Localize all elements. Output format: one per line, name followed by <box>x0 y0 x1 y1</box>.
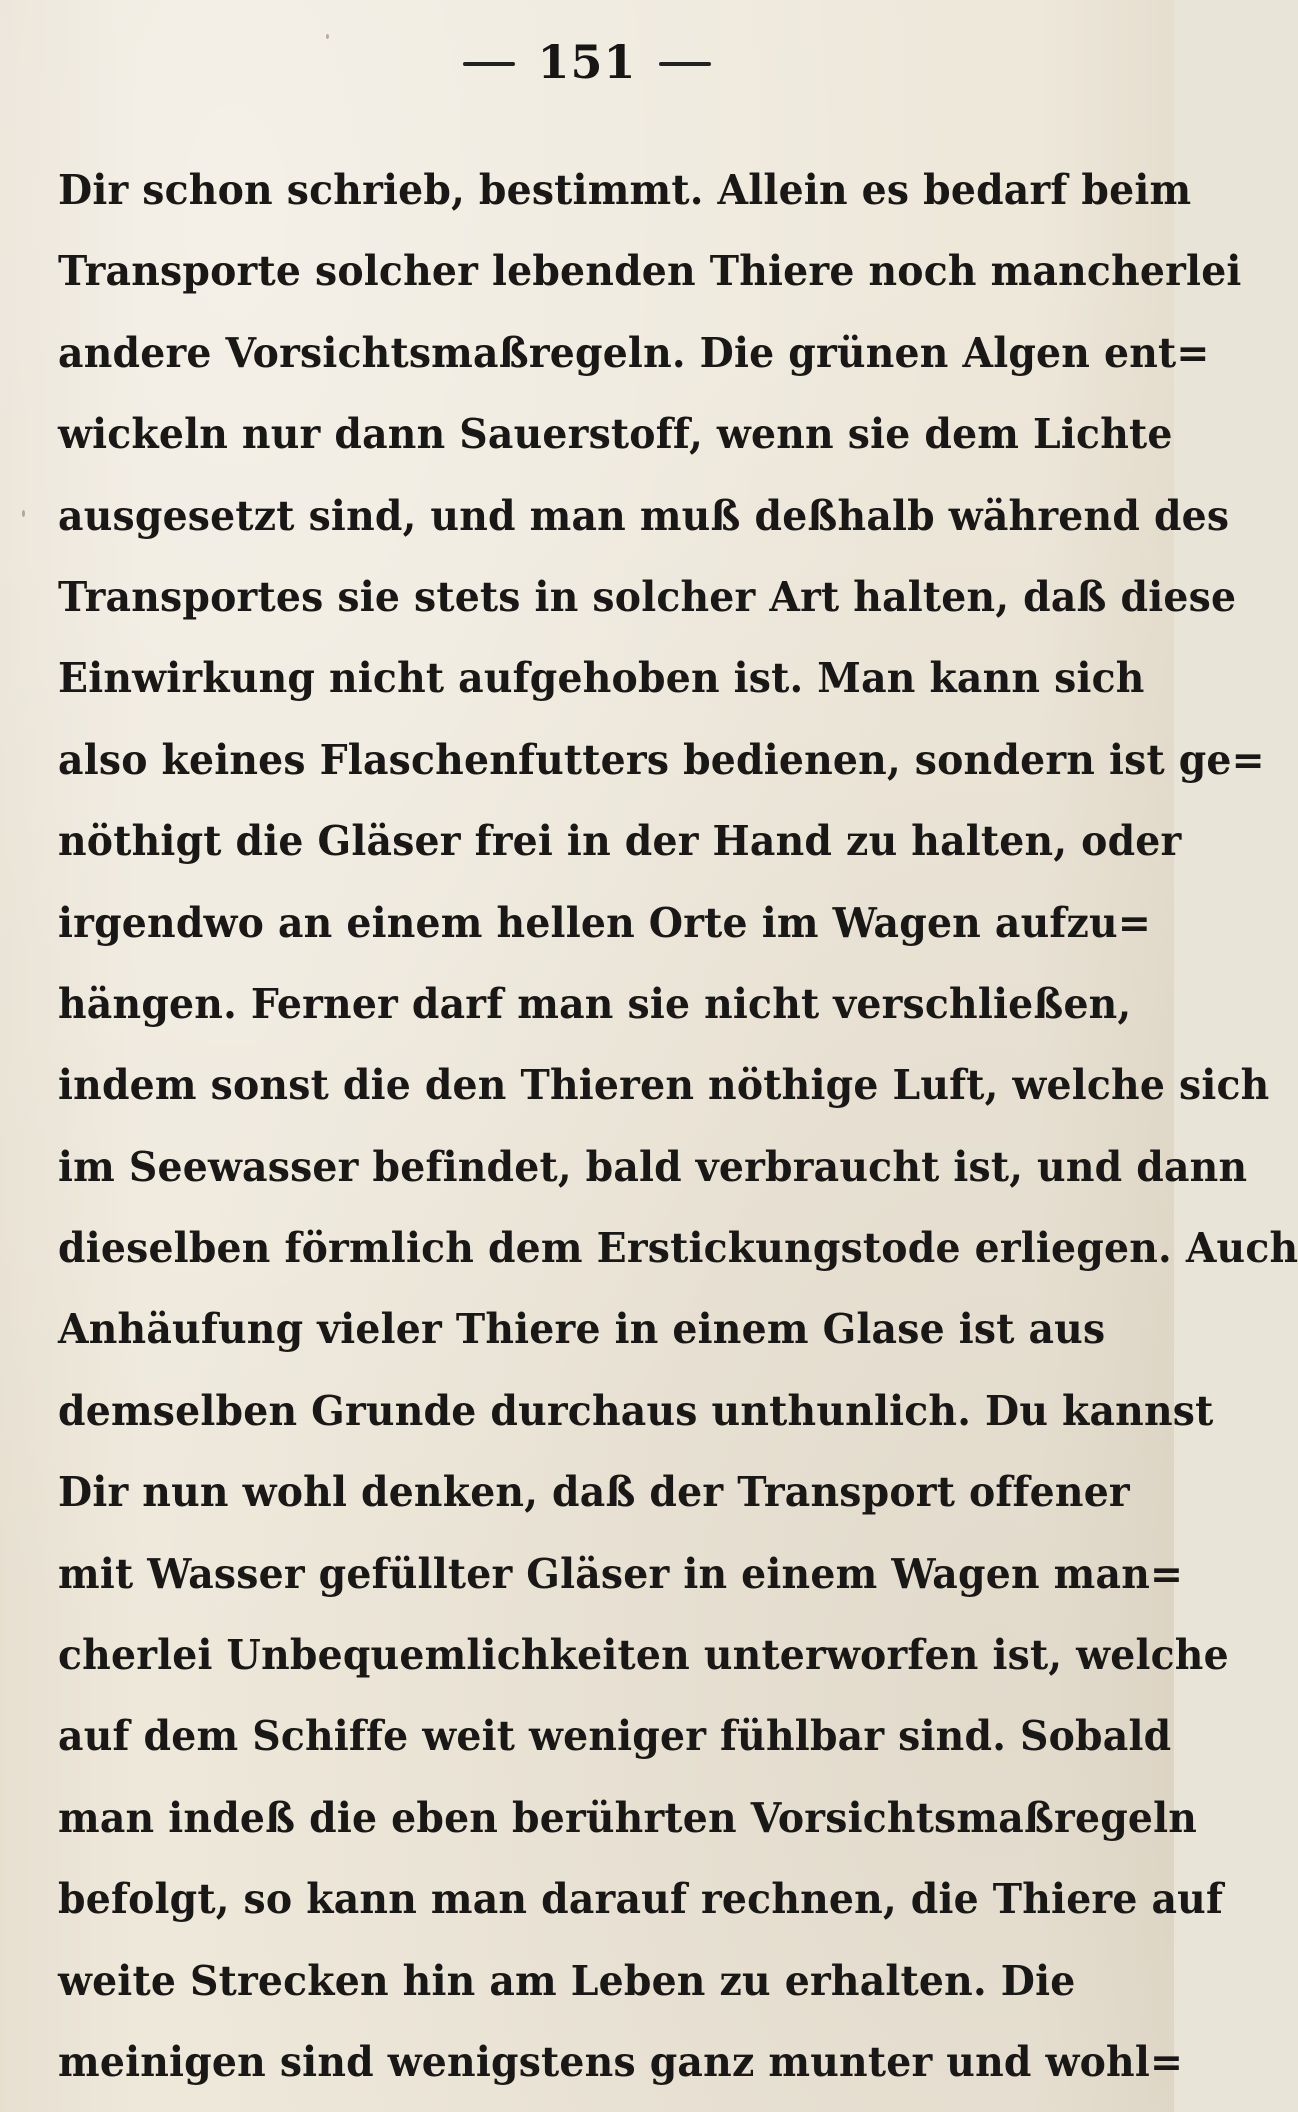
text-line: Dir nun wohl denken, daß der Transport offener <box>58 1468 1130 1517</box>
text-line: andere Vorsichtsmaßregeln. Die grünen Algen ent= <box>58 328 1210 377</box>
text-line: Transportes sie stets in solcher Art halten, daß diese <box>58 572 1237 621</box>
text-line: ausgesetzt sind, und man muß deßhalb während des <box>58 491 1230 540</box>
text-line: Anhäufung vieler Thiere in einem Glase ist aus <box>58 1305 1106 1354</box>
text-line: im Seewasser befindet, bald verbraucht ist, und dann <box>58 1142 1248 1191</box>
text-line: Transporte solcher lebenden Thiere noch mancherlei <box>58 247 1242 296</box>
text-line: irgendwo an einem hellen Orte im Wagen aufzu= <box>58 898 1152 947</box>
text-line: Dir schon schrieb, bestimmt. Allein es bedarf beim <box>58 166 1192 214</box>
text-line: auf dem Schiffe weit weniger fühlbar sind. Sobald <box>58 1712 1172 1761</box>
header-dash-right <box>659 62 711 66</box>
text-line: meinigen sind wenigstens ganz munter und wohl= <box>58 2037 1184 2086</box>
text-line: nöthigt die Gläser frei in der Hand zu halten, oder <box>58 817 1182 866</box>
text-line: hängen. Ferner darf man sie nicht verschließen, <box>58 979 1132 1028</box>
text-line: mit Wasser gefüllter Gläser in einem Wagen man= <box>58 1549 1184 1598</box>
text-line: befolgt, so kann man darauf rechnen, die Thiere auf <box>58 1875 1224 1924</box>
header-dash-left <box>463 62 515 66</box>
paper-speck <box>360 1730 362 1732</box>
text-line: man indeß die eben berührten Vorsichtsmaßregeln <box>58 1793 1198 1842</box>
page-header <box>0 22 1174 102</box>
paper-speck <box>22 510 25 517</box>
text-line: demselben Grunde durchaus unthunlich. Du kannst <box>58 1386 1214 1435</box>
text-line: weite Strecken hin am Leben zu erhalten. Die <box>58 1956 1076 2005</box>
text-line: wickeln nur dann Sauerstoff, wenn sie dem Lichte <box>58 410 1173 459</box>
paper-speck <box>326 34 329 39</box>
page-number: 151 <box>537 35 637 89</box>
text-line: dieselben förmlich dem Erstickungstode erliegen. Auch <box>58 1224 1298 1273</box>
text-line: also keines Flaschenfutters bedienen, sondern ist ge= <box>58 735 1265 784</box>
text-line: indem sonst die den Thieren nöthige Luft, welche sich <box>58 1061 1270 1110</box>
body-text <box>58 150 1298 2090</box>
text-line: cherlei Unbequemlichkeiten unterworfen ist, welche <box>58 1631 1229 1680</box>
text-line: Einwirkung nicht aufgehoben ist. Man kann sich <box>58 654 1145 703</box>
